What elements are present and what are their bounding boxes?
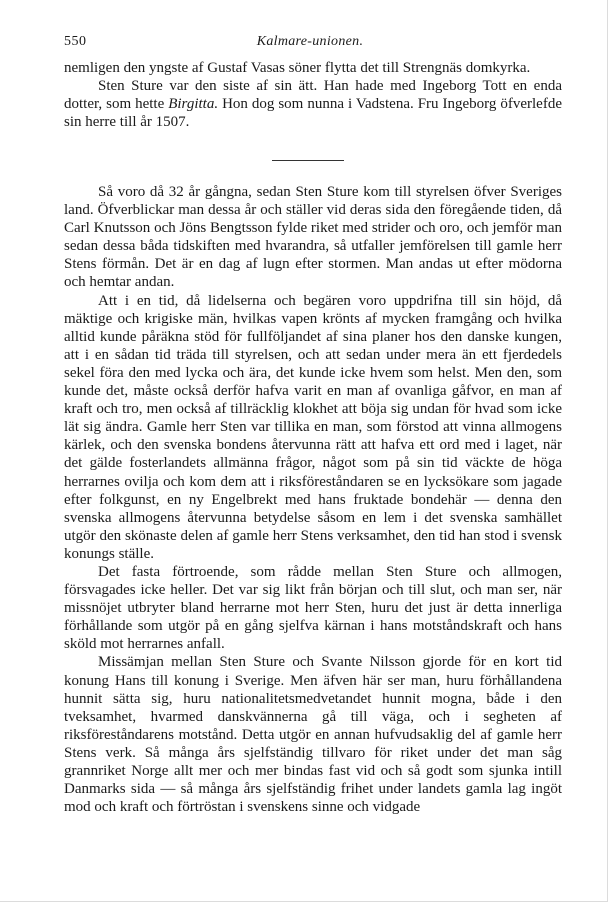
paragraph: Att i en tid, då lidelserna och begären voro uppdrifna till sin höjd, då mäktige och krigiske män, hvilkas vapen krönts af mycken framgång och hvilka alltid kunde påräkna stöd för fullföljandet af sina planer hos den danske kungen, att i en sådan tid träda till styrelsen, och att sedan under mera än ett fjerdedels sekel föra den med lycka och ära, det kunde icke hvem som helst. Men den, som kunde det, måste också derför hafva varit en man af ovanliga gåfvor, en man af kraft och tro, men också af tillräcklig klokhet att böja sig undan för hvad som icke lät sig ändra. Gamle herr Sten var tillika en man, som förstod att vinna allmogens kärlek, och den svenska bondens återvunna rätt att hafva ett ord med i laget, när det gälde fosterlandets allmänna frågor, något som på sin tid väckte de höga herrarnes ovilja och kom dem att i riksföreståndaren se en lycksökare som jagade efter folkgunst, en ny Engelbrekt med hans fruktade bondehär — denna den svenska allmogens återvunna betydelse såsom en lem i det svenska samhället utgör den skönaste delen af gamle herr Stens verksamhet, den tid han stod i svensk konungs ställe. [64, 292, 562, 562]
running-title: Kalmare-unionen. [256, 34, 364, 49]
main-section [64, 183, 562, 816]
page-number: 550 [64, 34, 87, 49]
paragraph-text: Hon dog som nunna i Vadstena. Fru Ingeborg öfverlefde sin herre till år 1507. [64, 96, 562, 131]
paragraph [64, 77, 562, 131]
section-divider [272, 160, 344, 161]
paragraph: Så voro då 32 år gångna, sedan Sten Sture kom till styrelsen öfver Sveriges land. Öfverblickar man dessa år och ställer vid deras sida den föregående tiden, då Carl Knutsson och Jöns Bengtsson fylde riket med strider och oro, och jemför man sedan dessa båda tidskiften med hvarandra, så utfaller jemförelsen till gamle herr Stens förmån. Det är en dag af lugn efter stormen. Man andas ut efter mödorna och hemtar andan. [64, 184, 562, 291]
paragraph: Missämjan mellan Sten Sture och Svante Nilsson gjorde för en kort tid konung Hans till konung i Sverige. Men äfven här ser man, huru förhållandena hunnit sätta sig, huru nationalitetsmedvetandet hunnit mogna, både i den tveksamhet, hvarmed danskvännerna gå till väga, och i segheten af riksföreståndarens motstånd. Detta utgör en annan hufvudsaklig del af gamle herr Stens verk. Så många års sjelfständig tillvaro för riket under det man såg grannriket Norge allt mer och mer bindas fast vid och så godt som sjunka intill Danmarks sida — så många års sjelfständig frihet under landets gamla lag ingöt mod och kraft och förtröstan i svenskens sinne och vidgade [64, 654, 562, 816]
paragraph-text: Sten Sture var den siste af sin ätt. Han hade med Ingeborg Tott en enda dotter, som hette [64, 78, 562, 113]
page-header [64, 34, 556, 54]
paragraph: Det fasta förtroende, som rådde mellan Sten Sture och allmogen, försvagades icke heller. Det var sig likt från början och till slut, och man ser, när missnöjet utbryter bland herrarne mot herr Sten, huru det just är detta innerliga förhållande som utgör på en gång sjelfva kärnan i hans motståndskraft och hans sköld mot herrarnes anfall. [64, 563, 562, 653]
emphasized-name: Birgitta. [168, 96, 219, 113]
closing-section [64, 59, 562, 131]
continued-paragraph: nemligen den yngste af Gustaf Vasas söner flytta det till Strengnäs domkyrka. [64, 60, 531, 76]
